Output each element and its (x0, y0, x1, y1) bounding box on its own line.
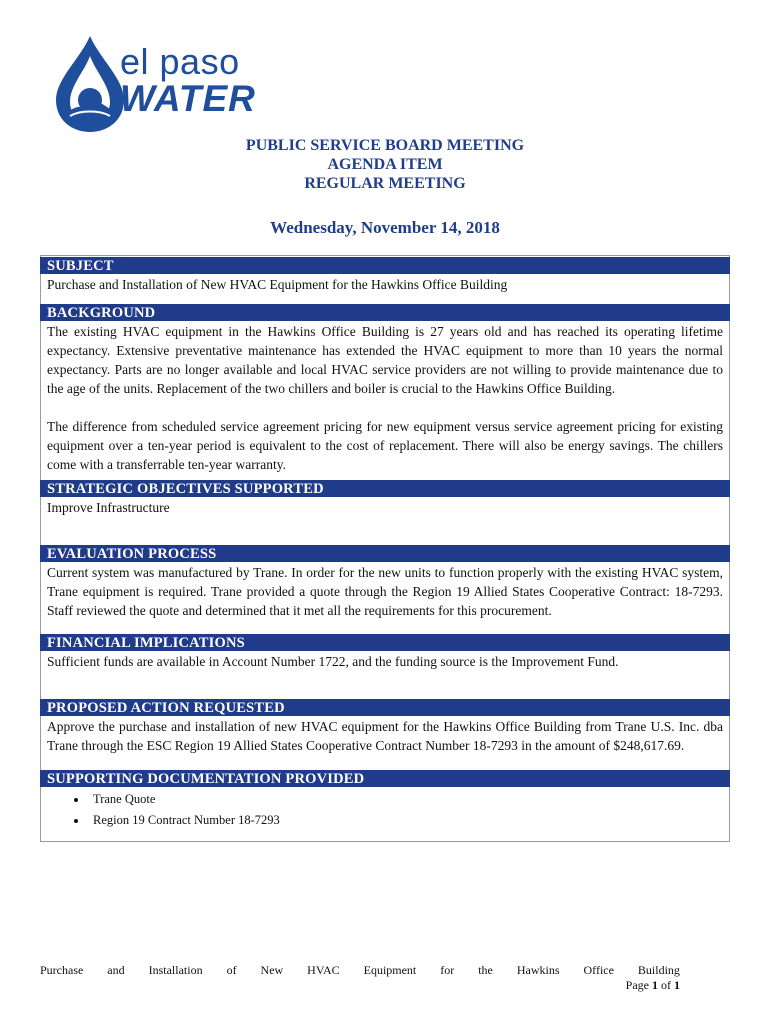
section-background (40, 304, 730, 474)
background-paragraph-1: The existing HVAC equipment in the Hawkins Office Building is 27 years old and has reached its operating lifetime expectancy. Extensive preventative maintenance has extended the HVAC equipment to more than 10 years the normal expectancy. Parts are no longer available and local HVAC service providers are not willing to provide maintenance due to the age of the units. Replacement of the two chillers and boiler is crucial to the Hawkins Office Building. (47, 324, 723, 396)
footer-word: New (260, 963, 284, 977)
page-number (626, 978, 680, 993)
section-header-supporting: SUPPORTING DOCUMENTATION PROVIDED (40, 770, 730, 787)
footer-word: HVAC (307, 963, 340, 977)
water-drop-icon (50, 34, 130, 134)
footer-word: Hawkins (516, 963, 560, 977)
section-financial-implications (40, 634, 730, 671)
footer-word: Office (583, 963, 614, 977)
section-body-subject: Purchase and Installation of New HVAC Equipment for the Hawkins Office Building (47, 277, 508, 292)
title-line-3: REGULAR MEETING (304, 175, 466, 192)
footer-word: Building (637, 963, 680, 977)
section-body-background (40, 321, 730, 474)
logo-text-water: WATER (120, 78, 256, 119)
section-strategic-objectives (40, 480, 730, 517)
section-header-subject: SUBJECT (40, 257, 730, 274)
list-item: • Trane Quote (88, 789, 730, 810)
title-line-1: PUBLIC SERVICE BOARD MEETING (245, 137, 525, 154)
section-header-proposed: PROPOSED ACTION REQUESTED (40, 699, 730, 716)
meeting-titles (0, 136, 770, 193)
footer-word: Equipment (363, 963, 417, 977)
section-subject (40, 257, 730, 294)
section-body-evaluation: Current system was manufactured by Trane. In order for the new units to function properly with the existing HVAC system, Trane equipment is required. Trane provided a quote through the Region 19 Allied States Cooperative Contract: 18-7293. Staff reviewed the quote and determined that it met all the requirements for this procurement. (47, 565, 723, 618)
page-of-label: of (661, 978, 671, 992)
section-supporting-documentation (40, 770, 730, 831)
section-body-proposed: Approve the purchase and installation of new HVAC equipment for the Hawkins Office Building from Trane U.S. Inc. dba Trane through the ESC Region 19 Allied States Cooperative Contract Number 18-7293 in the amount of $248,617.69. (47, 719, 723, 753)
section-header-evaluation: EVALUATION PROCESS (40, 545, 730, 562)
meeting-date: Wednesday, November 14, 2018 (270, 218, 500, 237)
section-header-strategic: STRATEGIC OBJECTIVES SUPPORTED (40, 480, 730, 497)
footer-word: Installation (148, 963, 203, 977)
page-current: 1 (652, 978, 658, 992)
section-header-financial: FINANCIAL IMPLICATIONS (40, 634, 730, 651)
list-item: • Region 19 Contract Number 18-7293 (88, 810, 730, 831)
supporting-doc-list (40, 789, 730, 831)
footer-word: for (440, 963, 455, 977)
section-evaluation-process (40, 545, 730, 620)
background-paragraph-2: The difference from scheduled service agreement pricing for new equipment versus service agreement pricing for existing equipment over a ten-year period is equivalent to the cost of replacement. There will also be energy savings. The chillers come with a transferrable ten-year warranty. (47, 419, 723, 472)
title-line-2: AGENDA ITEM (327, 156, 443, 173)
footer-word: Purchase (40, 963, 84, 977)
section-header-background: BACKGROUND (40, 304, 730, 321)
footer-word: the (478, 963, 493, 977)
section-body-financial: Sufficient funds are available in Account Number 1722, and the funding source is the Improvement Fund. (47, 654, 619, 669)
footer-word: of (226, 963, 237, 977)
section-proposed-action (40, 699, 730, 755)
footer-word: and (107, 963, 125, 977)
page-label: Page (625, 978, 649, 992)
footer-title (40, 963, 680, 978)
page-total: 1 (674, 978, 680, 992)
section-body-strategic: Improve Infrastructure (47, 500, 170, 515)
logo-text-el-paso: el paso (120, 41, 240, 82)
